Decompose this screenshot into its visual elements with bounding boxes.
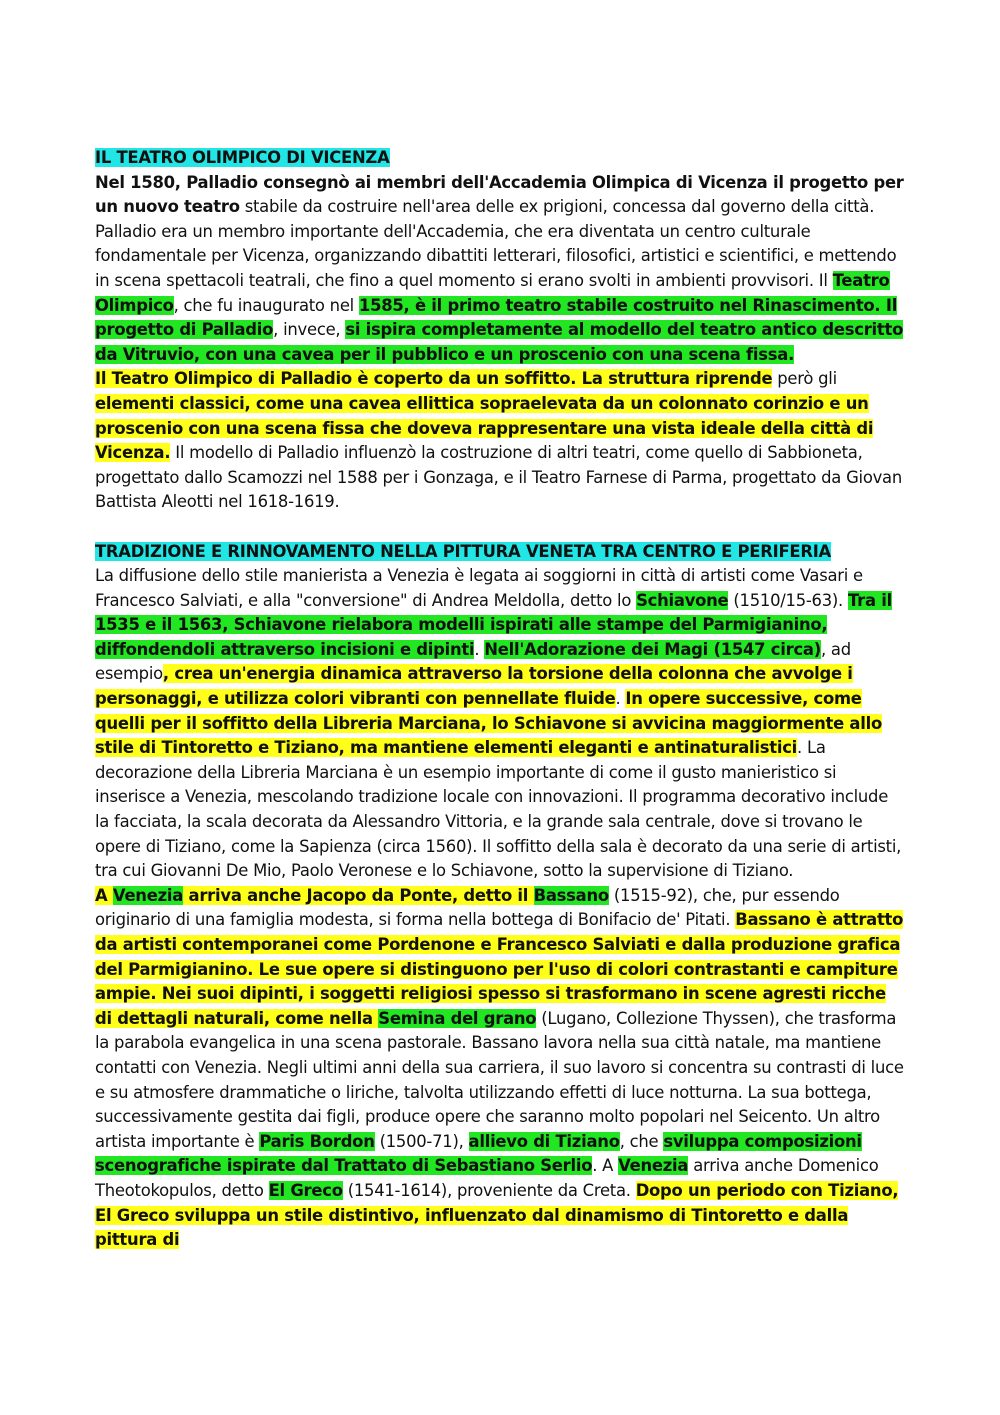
text-run: (1510/15-63). (728, 590, 848, 610)
text-run: (1541-1614), proveniente da Creta. (342, 1180, 636, 1200)
section-title: TRADIZIONE E RINNOVAMENTO NELLA PITTURA VENETA TRA CENTRO E PERIFERIA (95, 541, 831, 561)
text-run: Il modello di Palladio influenzò la costruzione di altri teatri, come quello di Sabbioneta, progettato dallo Scamozzi nel 1588 per i Gonzaga, e il Teatro Farnese di Parma, progettato da Giovan Battista Aleotti nel 1618-1619. (95, 443, 902, 512)
highlighted-text: Tra il 1535 e il 1563, Schiavone rielabora modelli ispirati alle stampe del Parmigianino, diffondendoli attraverso incisioni e dipinti (95, 590, 892, 659)
highlighted-text: A (95, 885, 113, 905)
highlighted-text: Bassano è attratto da artisti contemporanei come Pordenone e Francesco Salviati e dalla produzione grafica del Parmigianino. Le sue opere si distinguono per l'uso di colori contrastanti e campiture ampie. Nei suoi dipinti, i soggetti religiosi spesso si trasformano in scene agresti ricche di dettagli naturali, come nella (95, 910, 904, 1028)
paragraph (95, 564, 907, 884)
text-run: La diffusione dello stile manierista a Venezia è legata ai soggiorni in città di artisti come Vasari e Francesco Salviati, e alla "conversione" di Andrea Meldolla, detto lo (95, 566, 863, 610)
text-run: . A (592, 1156, 619, 1176)
highlighted-text: Paris Bordon (259, 1131, 375, 1151)
highlighted-text: elementi classici, come una cavea ellittica sopraelevata da un colonnato corinzio e un proscenio con una scena fissa che doveva rappresentare una vista ideale della città di Vicenza. (95, 393, 874, 463)
text-run: però gli (772, 369, 837, 389)
document-page (95, 146, 907, 1253)
section-pittura-veneta (95, 540, 907, 1253)
text-run: . La decorazione della Libreria Marciana è un esempio importante di come il gusto manieristico si inserisce a Venezia, mescolando tradizione locale con innovazioni. Il programma decorativo include la facciata, la scala decorata da Alessandro Vittoria, e la grande sala centrale, dove si trovano le opere di Tiziano, come la Sapienza (circa 1560). Il soffitto della sala è decorato da una serie di artisti, tra cui Giovanni De Mio, Paolo Veronese e lo Schiavone, sotto la supervisione di Tiziano. (95, 738, 902, 881)
section-title: IL TEATRO OLIMPICO DI VICENZA (95, 148, 390, 167)
text-run: (1500-71), (374, 1131, 469, 1151)
highlighted-text: arriva anche Jacopo da Ponte, detto il (183, 885, 534, 905)
highlighted-text: allievo di Tiziano (468, 1131, 620, 1151)
text-run: , che fu inaugurato nel (173, 295, 359, 315)
text-run: , che (619, 1131, 664, 1151)
highlighted-text: Venezia (618, 1156, 689, 1176)
highlighted-text: Nell'Adorazione dei Magi (1547 circa) (484, 639, 821, 659)
text-run: . (615, 689, 626, 709)
text-run: (Lugano, Collezione Thyssen), che trasforma la parabola evangelica in una scena pastorale. Bassano lavora nella sua città natale, ma mantiene contatti con Venezia. Negli ultimi anni della sua carriera, il suo lavoro si concentra su contrasti di luce e su atmosfere drammatiche o liriche, talvolta utilizzando effetti di luce notturna. La sua bottega, successivamente gestita dai figli, produce opere che saranno molto popolari nel Seicento. Un altro artista importante è (95, 1008, 904, 1151)
text-run: stabile da costruire nell'area delle ex prigioni, concessa dal governo della città. Palladio era un membro importante dell'Accademia, che era diventata un centro culturale fondamentale per Vicenza, organizzando dibattiti letterari, filosofici, artistici e scientifici, e mettendo in scena spettacoli teatrali, che fino a quel momento si erano svolti in ambienti provvisori. Il (95, 197, 897, 290)
highlighted-text: Teatro Olimpico (95, 270, 890, 315)
text-run: , ad esempio (95, 639, 851, 684)
paragraph (95, 884, 907, 1253)
text-run: . (474, 639, 485, 659)
highlighted-text: sviluppa composizioni scenografiche ispirate dal Trattato di Sebastiano Serlio (95, 1131, 862, 1176)
section-teatro-olimpico (95, 146, 907, 515)
highlighted-text: Schiavone (636, 590, 729, 610)
highlighted-text: El Greco (268, 1180, 343, 1200)
text-run: arriva anche Domenico Theotokopulos, detto (95, 1156, 879, 1200)
text-run: Nel 1580, Palladio consegnò ai membri dell'Accademia Olimpica di Vicenza il progetto per un nuovo teatro (95, 172, 904, 217)
text-run: , invece, (273, 320, 346, 340)
highlighted-text: In opere successive, come quelli per il soffitto della Libreria Marciana, lo Schiavone si avvicina maggiormente allo stile di Tintoretto e Tiziano, ma mantiene elementi eleganti e antinaturalistici (95, 689, 882, 758)
paragraph (95, 171, 907, 368)
paragraph-gap (95, 515, 907, 540)
highlighted-text: Semina del grano (378, 1008, 537, 1028)
highlighted-text: 1585, è il primo teatro stabile costruito nel Rinascimento. Il progetto di Palladio (95, 295, 898, 340)
highlighted-text: Bassano (533, 885, 609, 905)
highlighted-text: Dopo un periodo con Tiziano, El Greco sviluppa un stile distintivo, influenzato dal dinamismo di Tintoretto e dalla pittura di (95, 1180, 899, 1250)
highlighted-text: Il Teatro Olimpico di Palladio è coperto da un soffitto. La struttura riprende (95, 369, 773, 389)
text-run: (1515-92), che, pur essendo originario di una famiglia modesta, si forma nella bottega di Bonifacio de' Pitati. (95, 885, 840, 930)
paragraph (95, 367, 907, 515)
highlighted-text: Venezia (112, 885, 184, 905)
highlighted-text: , crea un'energia dinamica attraverso la torsione della colonna che avvolge i personaggi, e utilizza colori vibranti con pennellate fluide (95, 664, 853, 709)
highlighted-text: si ispira completamente al modello del teatro antico descritto da Vitruvio, con una cavea per il pubblico e un proscenio con una scena fissa. (95, 320, 904, 364)
